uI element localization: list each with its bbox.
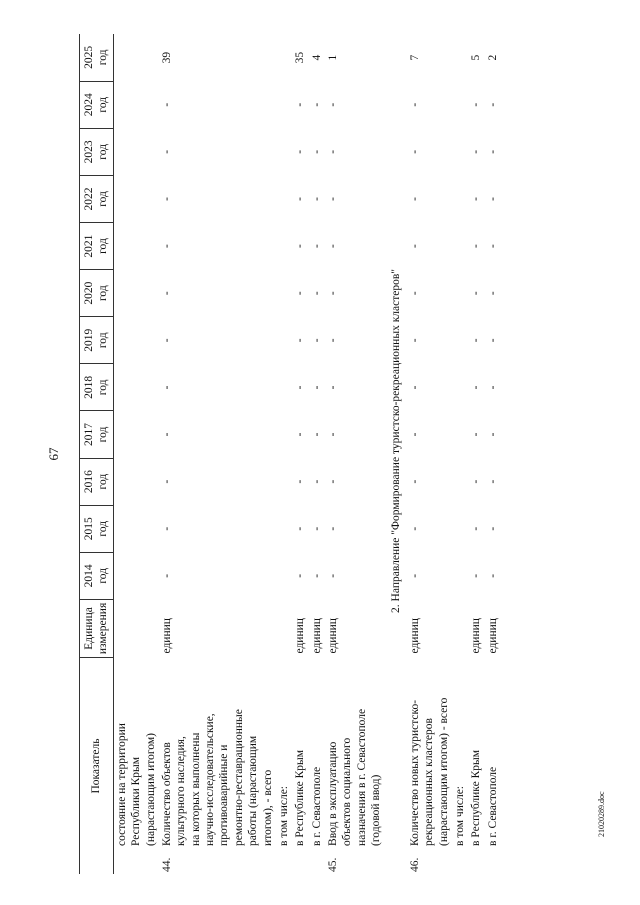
year-label: 2020 [83, 281, 95, 305]
value-cell: - [408, 338, 421, 343]
value-cell [113, 364, 159, 411]
value-cell: - [310, 526, 323, 531]
indicator-cell [309, 658, 325, 848]
god-label: год [97, 96, 110, 113]
unit-cell: единиц [160, 618, 173, 654]
value-cell: - [294, 573, 307, 578]
god-label: год [97, 379, 110, 396]
value-cell [452, 364, 468, 411]
indicator-line: ремонтно-реставрационные [232, 709, 245, 846]
value-cell [452, 552, 468, 599]
table-row [407, 34, 452, 874]
god-label: год [97, 520, 110, 537]
value-cell: - [486, 244, 499, 248]
value-cell [113, 552, 159, 599]
table-body [407, 34, 501, 874]
value-cell: - [160, 432, 173, 437]
indicator-line: культурного наследия, [175, 736, 188, 846]
row-number: 44. [160, 857, 173, 872]
value-cell: - [470, 573, 483, 578]
value-cell: - [470, 149, 483, 154]
indicator-cell [159, 658, 276, 848]
value-cell: - [327, 385, 339, 390]
value-cell: - [310, 432, 323, 437]
value-cell [276, 270, 292, 317]
table-row [325, 34, 385, 874]
value-cell: - [294, 385, 307, 390]
value-cell: - [408, 573, 421, 578]
value-cell [113, 270, 159, 317]
value-cell [452, 270, 468, 317]
unit-header-line-2: измерения [97, 602, 110, 655]
value-cell [113, 411, 159, 458]
value-cell: - [470, 102, 483, 107]
indicator-cell [452, 658, 468, 848]
year-header [80, 317, 114, 364]
row-number [485, 848, 501, 874]
value-cell [113, 128, 159, 175]
value-cell: - [327, 244, 339, 248]
value-cell: 39 [160, 51, 173, 64]
indicator-line: Республики Крым [130, 756, 143, 846]
year-header [80, 175, 114, 222]
value-cell [452, 223, 468, 270]
indicator-line: (нарастающим итогом) [144, 733, 157, 846]
value-cell [276, 128, 292, 175]
value-cell: - [486, 102, 499, 107]
year-label: 2014 [83, 564, 95, 588]
value-cell: - [160, 385, 173, 390]
god-label: год [97, 473, 110, 490]
value-cell: - [294, 102, 307, 107]
unit-header [80, 599, 114, 657]
unit-cell: единиц [408, 618, 421, 654]
table-row [159, 34, 276, 874]
indicator-cell [485, 658, 501, 848]
unit-cell: единиц [327, 618, 339, 654]
year-header [80, 34, 114, 81]
table-row [452, 34, 468, 874]
indicator-cell [407, 658, 452, 848]
unit-cell: единиц [310, 618, 323, 654]
year-header [80, 223, 114, 270]
value-cell [113, 34, 159, 81]
value-cell: - [160, 526, 173, 531]
indicator-line: на которых выполнены [189, 732, 202, 846]
indicator-line: в Республике Крым [470, 749, 483, 846]
value-cell: - [486, 149, 499, 154]
value-cell: - [408, 526, 421, 531]
section-header [385, 34, 407, 874]
indicator-line: (годовой ввод) [370, 774, 383, 846]
value-cell: - [160, 479, 173, 484]
year-label: 2022 [83, 187, 95, 211]
unit-cell: единиц [470, 618, 483, 654]
unit-cell [276, 599, 292, 657]
file-reference: 21020289.doc [597, 791, 606, 837]
indicator-cell [113, 658, 159, 848]
value-cell [452, 34, 468, 81]
value-cell: - [470, 479, 483, 484]
row-number [309, 848, 325, 874]
god-label: год [97, 191, 110, 207]
value-cell: - [294, 338, 307, 343]
year-header [80, 128, 114, 175]
value-cell: - [327, 102, 339, 107]
value-cell: 2 [486, 54, 499, 61]
value-cell: - [408, 244, 421, 248]
year-header [80, 458, 114, 505]
value-cell [113, 223, 159, 270]
indicator-line: в г. Севастополе [310, 766, 323, 846]
value-cell [452, 128, 468, 175]
value-cell: - [408, 432, 421, 437]
indicator-line: итогом), - всего [261, 769, 274, 846]
year-header [80, 552, 114, 599]
value-cell [276, 411, 292, 458]
value-cell: 35 [294, 51, 307, 64]
value-cell: - [470, 526, 483, 531]
god-label: год [97, 285, 110, 302]
value-cell: - [310, 385, 323, 390]
value-cell: - [160, 338, 173, 343]
value-cell: - [486, 573, 499, 578]
value-cell [113, 81, 159, 128]
value-cell: - [310, 149, 323, 154]
value-cell: - [160, 291, 173, 296]
value-cell: - [294, 432, 307, 437]
value-cell [113, 175, 159, 222]
value-cell: - [160, 573, 173, 578]
unit-cell [452, 599, 468, 657]
page-number: 67 [46, 447, 61, 461]
value-cell [276, 81, 292, 128]
table-body [113, 34, 384, 874]
indicator-line: в том числе: [277, 786, 290, 846]
indicator-line: состояние на территории [115, 723, 128, 846]
indicator-line: назначения в г. Севастополе [355, 708, 368, 846]
value-cell: - [327, 573, 339, 578]
value-cell: - [327, 338, 339, 343]
value-cell [276, 364, 292, 411]
value-cell: 1 [327, 54, 339, 61]
value-cell [276, 505, 292, 552]
god-label: год [97, 49, 110, 66]
indicator-line: объектов социального [341, 737, 354, 846]
value-cell: - [294, 526, 307, 531]
value-cell: 4 [310, 54, 323, 61]
value-cell [452, 81, 468, 128]
indicator-cell [468, 658, 484, 848]
indicator-cell [292, 658, 308, 848]
year-label: 2024 [83, 93, 95, 117]
indicator-line: в том числе: [454, 786, 466, 846]
value-cell: - [408, 385, 421, 390]
value-cell: - [160, 197, 173, 201]
value-cell: - [310, 573, 323, 578]
indicator-line: научно-исследовательские, [204, 713, 216, 846]
unit-cell: единиц [294, 618, 307, 654]
unit-cell [113, 599, 159, 657]
table-row [485, 34, 501, 874]
year-header [80, 81, 114, 128]
god-label: год [97, 567, 110, 584]
indicator-cell [325, 658, 385, 848]
value-cell [113, 505, 159, 552]
row-number [468, 848, 484, 874]
row-number: 46. [408, 857, 421, 872]
year-header [80, 411, 114, 458]
value-cell: - [486, 338, 499, 343]
section-title: 2. Направление "Формирование туристско-рекреационных кластеров" [389, 269, 402, 613]
row-number [292, 848, 308, 874]
value-cell: - [486, 291, 499, 296]
unit-cell: единиц [486, 618, 499, 654]
value-cell: - [310, 197, 323, 201]
god-label: год [97, 143, 110, 160]
value-cell: - [408, 102, 421, 107]
value-cell: - [327, 526, 339, 531]
value-cell: - [486, 479, 499, 484]
value-cell: - [327, 291, 339, 296]
year-label: 2025 [83, 45, 95, 69]
god-label: год [97, 426, 110, 443]
indicator-line: работы (нарастающим [247, 735, 260, 846]
value-cell [452, 175, 468, 222]
value-cell [452, 505, 468, 552]
value-cell: - [310, 244, 323, 248]
indicator-line: противоаварийные и [218, 744, 231, 846]
year-label: 2017 [83, 423, 95, 446]
year-header [80, 364, 114, 411]
indicator-line: Количество новых туристско- [408, 699, 421, 846]
value-cell: - [327, 432, 339, 437]
value-cell: - [470, 291, 483, 296]
value-cell: - [294, 244, 307, 248]
indicator-line: в Республике Крым [294, 749, 307, 846]
value-cell: - [294, 149, 307, 154]
value-cell: 7 [408, 54, 421, 61]
table-row [276, 34, 292, 874]
year-label: 2023 [83, 140, 95, 164]
value-cell [276, 175, 292, 222]
value-cell: - [327, 197, 339, 201]
indicators-table [79, 34, 501, 874]
god-label: год [97, 332, 110, 349]
value-cell [452, 317, 468, 364]
value-cell: - [470, 244, 483, 248]
value-cell: - [408, 291, 421, 296]
value-cell: - [310, 338, 323, 343]
unit-header-line-1: Единица [83, 607, 95, 650]
value-cell: - [160, 149, 173, 154]
value-cell: - [486, 526, 499, 531]
row-number [113, 848, 159, 874]
value-cell: - [470, 338, 483, 343]
value-cell: - [470, 432, 483, 437]
indicator-line: Количество объектов [160, 742, 173, 846]
value-cell [276, 34, 292, 81]
value-cell: - [470, 197, 483, 201]
value-cell [276, 458, 292, 505]
indicator-line: в г. Севастополе [486, 766, 499, 846]
value-cell [276, 317, 292, 364]
year-label: 2019 [83, 328, 95, 352]
value-cell [113, 458, 159, 505]
table-row [468, 34, 484, 874]
value-cell [276, 223, 292, 270]
row-number [452, 848, 468, 874]
value-cell: - [160, 102, 173, 107]
year-header [80, 505, 114, 552]
value-cell: - [160, 244, 173, 248]
value-cell: - [408, 149, 421, 154]
value-cell [113, 317, 159, 364]
god-label: год [97, 238, 110, 254]
value-cell: - [310, 291, 323, 296]
indicator-line: рекреационных кластеров [423, 718, 436, 846]
value-cell: - [294, 291, 307, 296]
value-cell: - [327, 149, 339, 154]
table-header-row [80, 34, 114, 874]
year-label: 2016 [83, 470, 95, 494]
value-cell: - [408, 479, 421, 484]
value-cell: - [294, 197, 307, 201]
table-row [292, 34, 308, 874]
table-row [113, 34, 159, 874]
value-cell: - [470, 385, 483, 390]
indicator-cell [276, 658, 292, 848]
value-cell: - [486, 385, 499, 390]
value-cell: - [327, 479, 339, 484]
year-label: 2018 [83, 375, 95, 399]
value-cell: - [294, 479, 307, 484]
year-label: 2021 [83, 234, 95, 258]
indicator-line: (нарастающим итогом) - всего [437, 697, 450, 846]
year-label: 2015 [83, 517, 95, 541]
indicator-header: Показатель [80, 658, 114, 875]
section-row [385, 34, 407, 874]
rotated-table-area [79, 34, 599, 874]
value-cell: - [408, 197, 421, 201]
indicator-line: Ввод в эксплуатацию [327, 741, 339, 846]
year-header [80, 270, 114, 317]
row-number [276, 848, 292, 874]
table-row [309, 34, 325, 874]
value-cell: - [486, 432, 499, 437]
value-cell: - [310, 479, 323, 484]
value-cell [452, 458, 468, 505]
value-cell [276, 552, 292, 599]
value-cell: 5 [470, 54, 483, 61]
value-cell: - [486, 197, 499, 201]
value-cell [452, 411, 468, 458]
row-number: 45. [327, 857, 339, 872]
value-cell: - [310, 102, 323, 107]
